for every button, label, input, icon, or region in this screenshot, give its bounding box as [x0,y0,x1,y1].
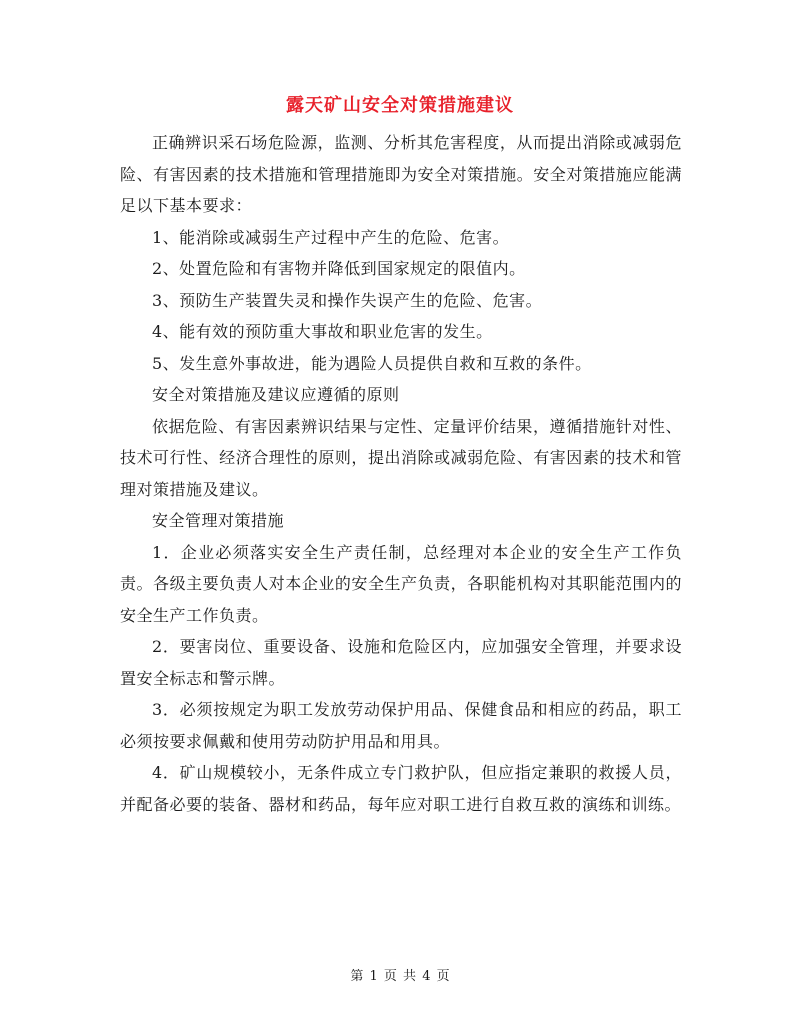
paragraph-measure-1: 1．企业必须落实安全生产责任制，总经理对本企业的安全生产工作负责。各级主要负责人对本企业的安全生产负责，各职能机构对其职能范围内的安全生产工作负责。 [120,542,682,625]
page-number-footer: 第 1 页 共 4 页 [350,969,450,984]
paragraph-requirement-5: 5、发生意外事故进，能为遇险人员提供自救和互救的条件。 [152,353,592,373]
paragraph-requirement-2: 2、处置危险和有害物并降低到国家规定的限值内。 [152,259,526,278]
paragraph-requirement-4: 4、能有效的预防重大事故和职业危害的发生。 [152,322,493,341]
paragraph-measure-2: 2．要害岗位、重要设备、设施和危险区内，应加强安全管理，并要求设置安全标志和警示牌。 [120,637,682,688]
paragraph-intro: 正确辨识采石场危险源，监测、分析其危害程度，从而提出消除或减弱危险、有害因素的技术措施和管理措施即为安全对策措施。安全对策措施应能满足以下基本要求： [120,133,682,215]
paragraph-requirement-1: 1、能消除或减弱生产过程中产生的危险、危害。 [152,227,510,247]
paragraph-requirement-3: 3、预防生产装置失灵和操作失误产生的危险、危害。 [152,290,543,310]
section-heading-principles: 安全对策措施及建议应遵循的原则 [152,385,400,404]
document-body [120,127,682,820]
section-heading-management: 安全管理对策措施 [152,511,285,530]
paragraph-principles: 依据危险、有害因素辨识结果与定性、定量评价结果，遵循措施针对性、技术可行性、经济合理性的原则，提出消除或减弱危险、有害因素的技术和管理对策措施及建议。 [120,416,682,499]
paragraph-measure-4: 4．矿山规模较小，无条件成立专门救护队，但应指定兼职的救援人员，并配备必要的装备、器材和药品，每年应对职工进行自救互救的演练和训练。 [120,763,682,814]
paragraph-measure-3: 3．必须按规定为职工发放劳动保护用品、保健食品和相应的药品，职工必须按要求佩戴和使用劳动防护用品和用具。 [120,700,682,751]
document-title: 露天矿山安全对策措施建议 [286,95,514,116]
